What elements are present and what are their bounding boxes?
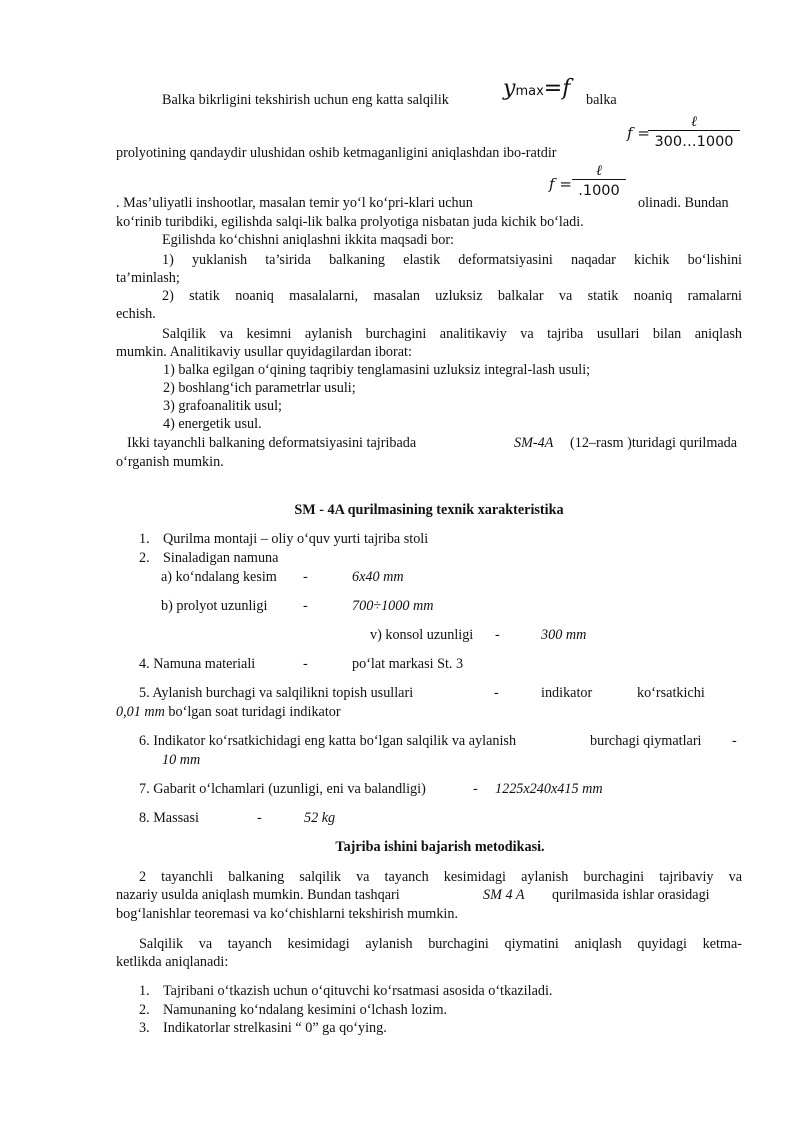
formula1-lhs: f = [627, 124, 650, 142]
spec-item4-value: po‘lat markasi St. 3 [352, 656, 464, 672]
p10-line1: Salqilik va tayanch kesimidagi aylanish burchagini qiymatini aniqlash quyidagi ketma- [139, 936, 742, 952]
step-text: Tajribani o‘tkazish uchun o‘qituvchi ko‘rsatmasi asosida o‘tkaziladi. [163, 983, 553, 999]
p1-tail: balka [586, 92, 617, 108]
spec-v-label: v) konsol uzunligi [370, 627, 474, 643]
p8-line1-model: SM-4A [514, 435, 554, 451]
spec-item5-precision: 0,01 mm [116, 704, 165, 720]
spec-item4-label: 4. Namuna materiali [139, 656, 256, 672]
method-item: 4) energetik usul. [163, 416, 262, 432]
spec-item5-rest: bo‘lgan soat turidagi indikator [168, 704, 341, 720]
p3-line1-start: . Mas’uliyatli inshootlar, masalan temir yo‘l ko‘pri-klari uchun [116, 195, 473, 211]
spec-item5-word1: indikator [541, 685, 593, 701]
spec-a-label: a) ko‘ndalang kesim [161, 569, 277, 585]
spec-item2: Sinaladigan namuna [163, 550, 279, 566]
max-subscript: max [515, 84, 544, 99]
spec-item2-number: 2. [139, 550, 150, 566]
y-symbol: y [503, 76, 516, 101]
f-symbol: f [562, 76, 571, 101]
spec-v-dash: - [495, 627, 500, 643]
p9-line2-model: SM 4 A [483, 887, 525, 903]
step-number: 1. [139, 983, 150, 999]
heading-methodology: Tajriba ishini bajarish metodikasi. [335, 839, 545, 855]
p9-line1: 2 tayanchli balkaning salqilik va tayanch kesimidagi aylanish burchagini tajribaviy va [139, 869, 742, 885]
spec-item6-value: 10 mm [162, 752, 201, 768]
method-item: 1) balka egilgan o‘qining taqribiy tenglamasini uzluksiz integral-lash usuli; [163, 362, 591, 378]
spec-item5-word2: ko‘rsatkichi [637, 685, 705, 701]
spec-item7-dash: - [473, 781, 478, 797]
spec-item7-value: 1225x240x415 mm [495, 781, 603, 797]
p4-line: Egilishda ko‘chishni aniqlashni ikkita maqsadi bor: [162, 232, 454, 248]
spec-item5-dash: - [494, 685, 499, 701]
p3-line2: ko‘rinib turibdiki, egilishda salqi-lik balka prolyotiga nisbatan juda kichik bo‘ladi. [116, 214, 584, 230]
spec-b-value: 700÷1000 mm [352, 598, 434, 614]
formula2-fraction [572, 163, 626, 200]
method-item: 3) grafoanalitik usul; [163, 398, 282, 414]
formula1-numerator: ℓ [690, 114, 698, 130]
ymax-formula [503, 76, 571, 101]
p9-line2-start: nazariy usulda aniqlash mumkin. Bundan tashqari [116, 887, 400, 903]
p8-line2: o‘rganish mumkin. [116, 454, 224, 470]
p9-line3: bog‘lanishlar teoremasi va ko‘chishlarni tekshirish mumkin. [116, 906, 459, 922]
formula2-denominator: .1000 [578, 183, 620, 199]
spec-item7-label: 7. Gabarit o‘lchamlari (uzunligi, eni va balandligi) [139, 781, 426, 797]
formula2-numerator: ℓ [595, 163, 603, 179]
p2-line1: prolyotining qandaydir ulushidan oshib ketmaganligini aniqlashdan ibo-ratdir [116, 145, 557, 161]
spec-item8-dash: - [257, 810, 262, 826]
p7-line1: Salqilik va kesimni aylanish burchagini analitikaviy va tajriba usullari bilan aniqlash [162, 326, 742, 342]
spec-b-dash: - [303, 598, 308, 614]
spec-v-value: 300 mm [541, 627, 587, 643]
p6-line1: 2) statik noaniq masalalarni, masalan uzluksiz balkalar va statik noaniq ramalarni [162, 288, 742, 304]
p1-text: Balka bikrligini tekshirish uchun eng katta salqilik [162, 92, 449, 108]
formula1-denominator: 300…1000 [654, 134, 734, 150]
step-number: 3. [139, 1020, 150, 1036]
step-text: Indikatorlar strelkasini “ 0” ga qo‘ying. [163, 1020, 387, 1036]
spec-item8-value: 52 kg [304, 810, 336, 826]
p7-line2: mumkin. Analitikaviy usullar quyidagilardan iborat: [116, 344, 412, 360]
spec-a-dash: - [303, 569, 308, 585]
spec-item4-dash: - [303, 656, 308, 672]
p8-line1-b: (12–rasm )turidagi qurilmada [570, 435, 738, 451]
formula1-fraction [648, 114, 740, 151]
spec-item6-tail: burchagi qiymatlari [590, 733, 702, 749]
p5-line1: 1) yuklanish ta’sirida balkaning elastik deformatsiyasini naqadar kichik bo‘lishini [162, 252, 742, 268]
p6-line2: echish. [116, 306, 156, 322]
spec-item5-line2 [116, 704, 341, 721]
formula2-lhs: f = [549, 175, 572, 193]
p8-line1-a: Ikki tayanchli balkaning deformatsiyasini tajribada [127, 435, 417, 451]
spec-item6-label: 6. Indikator ko‘rsatkichidagi eng katta bo‘lgan salqilik va aylanish [139, 733, 517, 749]
p5-line2: ta’minlash; [116, 270, 180, 286]
step-text: Namunaning ko‘ndalang kesimini o‘lchash lozim. [163, 1002, 448, 1018]
heading-technical-specs: SM - 4A qurilmasining texnik xarakteristika [294, 502, 564, 518]
p3-line1-end: olinadi. Bundan [638, 195, 729, 211]
p10-line2: ketlikda aniqlanadi: [116, 954, 229, 970]
spec-item1-number: 1. [139, 531, 150, 547]
p9-line2-end: qurilmasida ishlar orasidagi [552, 887, 710, 903]
spec-item6-dash: - [732, 733, 737, 749]
step-number: 2. [139, 1002, 150, 1018]
spec-a-value: 6x40 mm [352, 569, 404, 585]
spec-item5-label: 5. Aylanish burchagi va salqilikni topish usullari [139, 685, 414, 701]
equals-sign: = [543, 76, 563, 101]
spec-item8-label: 8. Massasi [139, 810, 199, 826]
spec-b-label: b) prolyot uzunligi [161, 598, 268, 614]
p1-line1 [162, 92, 449, 109]
spec-item1: Qurilma montaji – oliy o‘quv yurti tajriba stoli [163, 531, 429, 547]
method-item: 2) boshlang‘ich parametrlar usuli; [163, 380, 356, 396]
